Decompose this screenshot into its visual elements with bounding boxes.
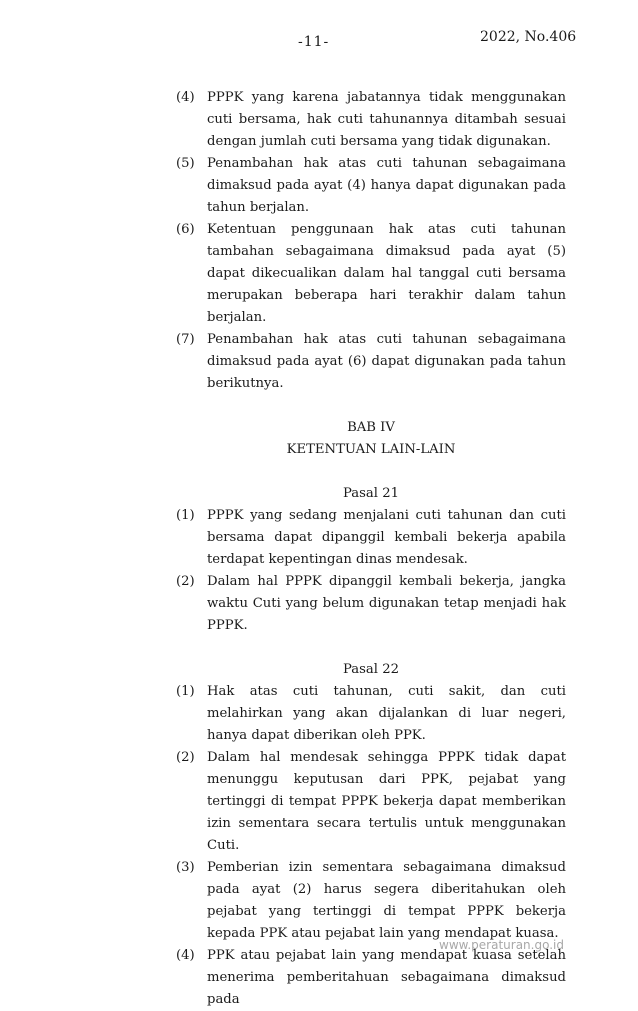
document-reference: 2022, No.406 (480, 29, 577, 45)
list-item (176, 153, 566, 219)
spacer (176, 637, 566, 659)
item-number: (3) (176, 860, 195, 875)
item-number: (1) (176, 684, 195, 699)
item-text: Ketentuan penggunaan hak atas cuti tahunan tambahan sebagaimana dimaksud pada ayat (5) dapat dikecualikan dalam hal tanggal cuti bersama merupakan beberapa hari terakhir dalam tahun berjalan. (207, 222, 566, 325)
chapter-number: BAB IV (347, 420, 395, 435)
list-item (176, 747, 566, 857)
list-item (176, 681, 566, 747)
item-number: (2) (176, 750, 195, 765)
item-number: (1) (176, 508, 195, 523)
list-item (176, 571, 566, 637)
item-text: Penambahan hak atas cuti tahunan sebagaimana dimaksud pada ayat (4) hanya dapat digunakan pada tahun berjalan. (207, 156, 566, 215)
list-item (176, 329, 566, 395)
item-text: Dalam hal PPPK dipanggil kembali bekerja, jangka waktu Cuti yang belum digunakan tetap menjadi hak PPPK. (207, 574, 566, 633)
article-title: Pasal 21 (343, 486, 399, 501)
document-body (176, 87, 566, 1011)
list-item (176, 87, 566, 153)
item-number: (6) (176, 222, 195, 237)
list-item (176, 945, 566, 1011)
item-number: (5) (176, 156, 195, 171)
list-item (176, 505, 566, 571)
list-item (176, 219, 566, 329)
item-text: Pemberian izin sementara sebagaimana dimaksud pada ayat (2) harus segera diberitahukan oleh pejabat yang tertinggi di tempat PPPK bekerja kepada PPK atau pejabat lain yang mendapat kuasa. (207, 860, 566, 941)
item-text: PPK atau pejabat lain yang mendapat kuasa setelah menerima pemberitahuan sebagaimana dimaksud pada (207, 948, 566, 1007)
item-number: (7) (176, 332, 195, 347)
article-title: Pasal 22 (343, 662, 399, 677)
item-text: Dalam hal mendesak sehingga PPPK tidak dapat menunggu keputusan dari PPK, pejabat yang tertinggi di tempat PPPK bekerja dapat memberikan izin sementara secara tertulis untuk menggunakan Cuti. (207, 750, 566, 853)
item-text: PPPK yang sedang menjalani cuti tahunan dan cuti bersama dapat dipanggil kembali bekerja apabila terdapat kepentingan dinas mendesak. (207, 508, 566, 567)
item-number: (2) (176, 574, 195, 589)
spacer (176, 461, 566, 483)
chapter-title: KETENTUAN LAIN-LAIN (286, 442, 456, 457)
item-text: Penambahan hak atas cuti tahunan sebagaimana dimaksud pada ayat (6) dapat digunakan pada tahun berikutnya. (207, 332, 566, 391)
item-number: (4) (176, 90, 195, 105)
item-number: (4) (176, 948, 195, 963)
item-text: PPPK yang karena jabatannya tidak menggunakan cuti bersama, hak cuti tahunannya ditambah sesuai dengan jumlah cuti bersama yang tidak digunakan. (207, 90, 566, 149)
item-text: Hak atas cuti tahunan, cuti sakit, dan cuti melahirkan yang akan dijalankan di luar negeri, hanya dapat diberikan oleh PPK. (207, 684, 566, 743)
list-item (176, 857, 566, 945)
website-watermark: www.peraturan.go.id (439, 938, 564, 952)
spacer (176, 395, 566, 417)
page-number: -11- (298, 34, 330, 50)
